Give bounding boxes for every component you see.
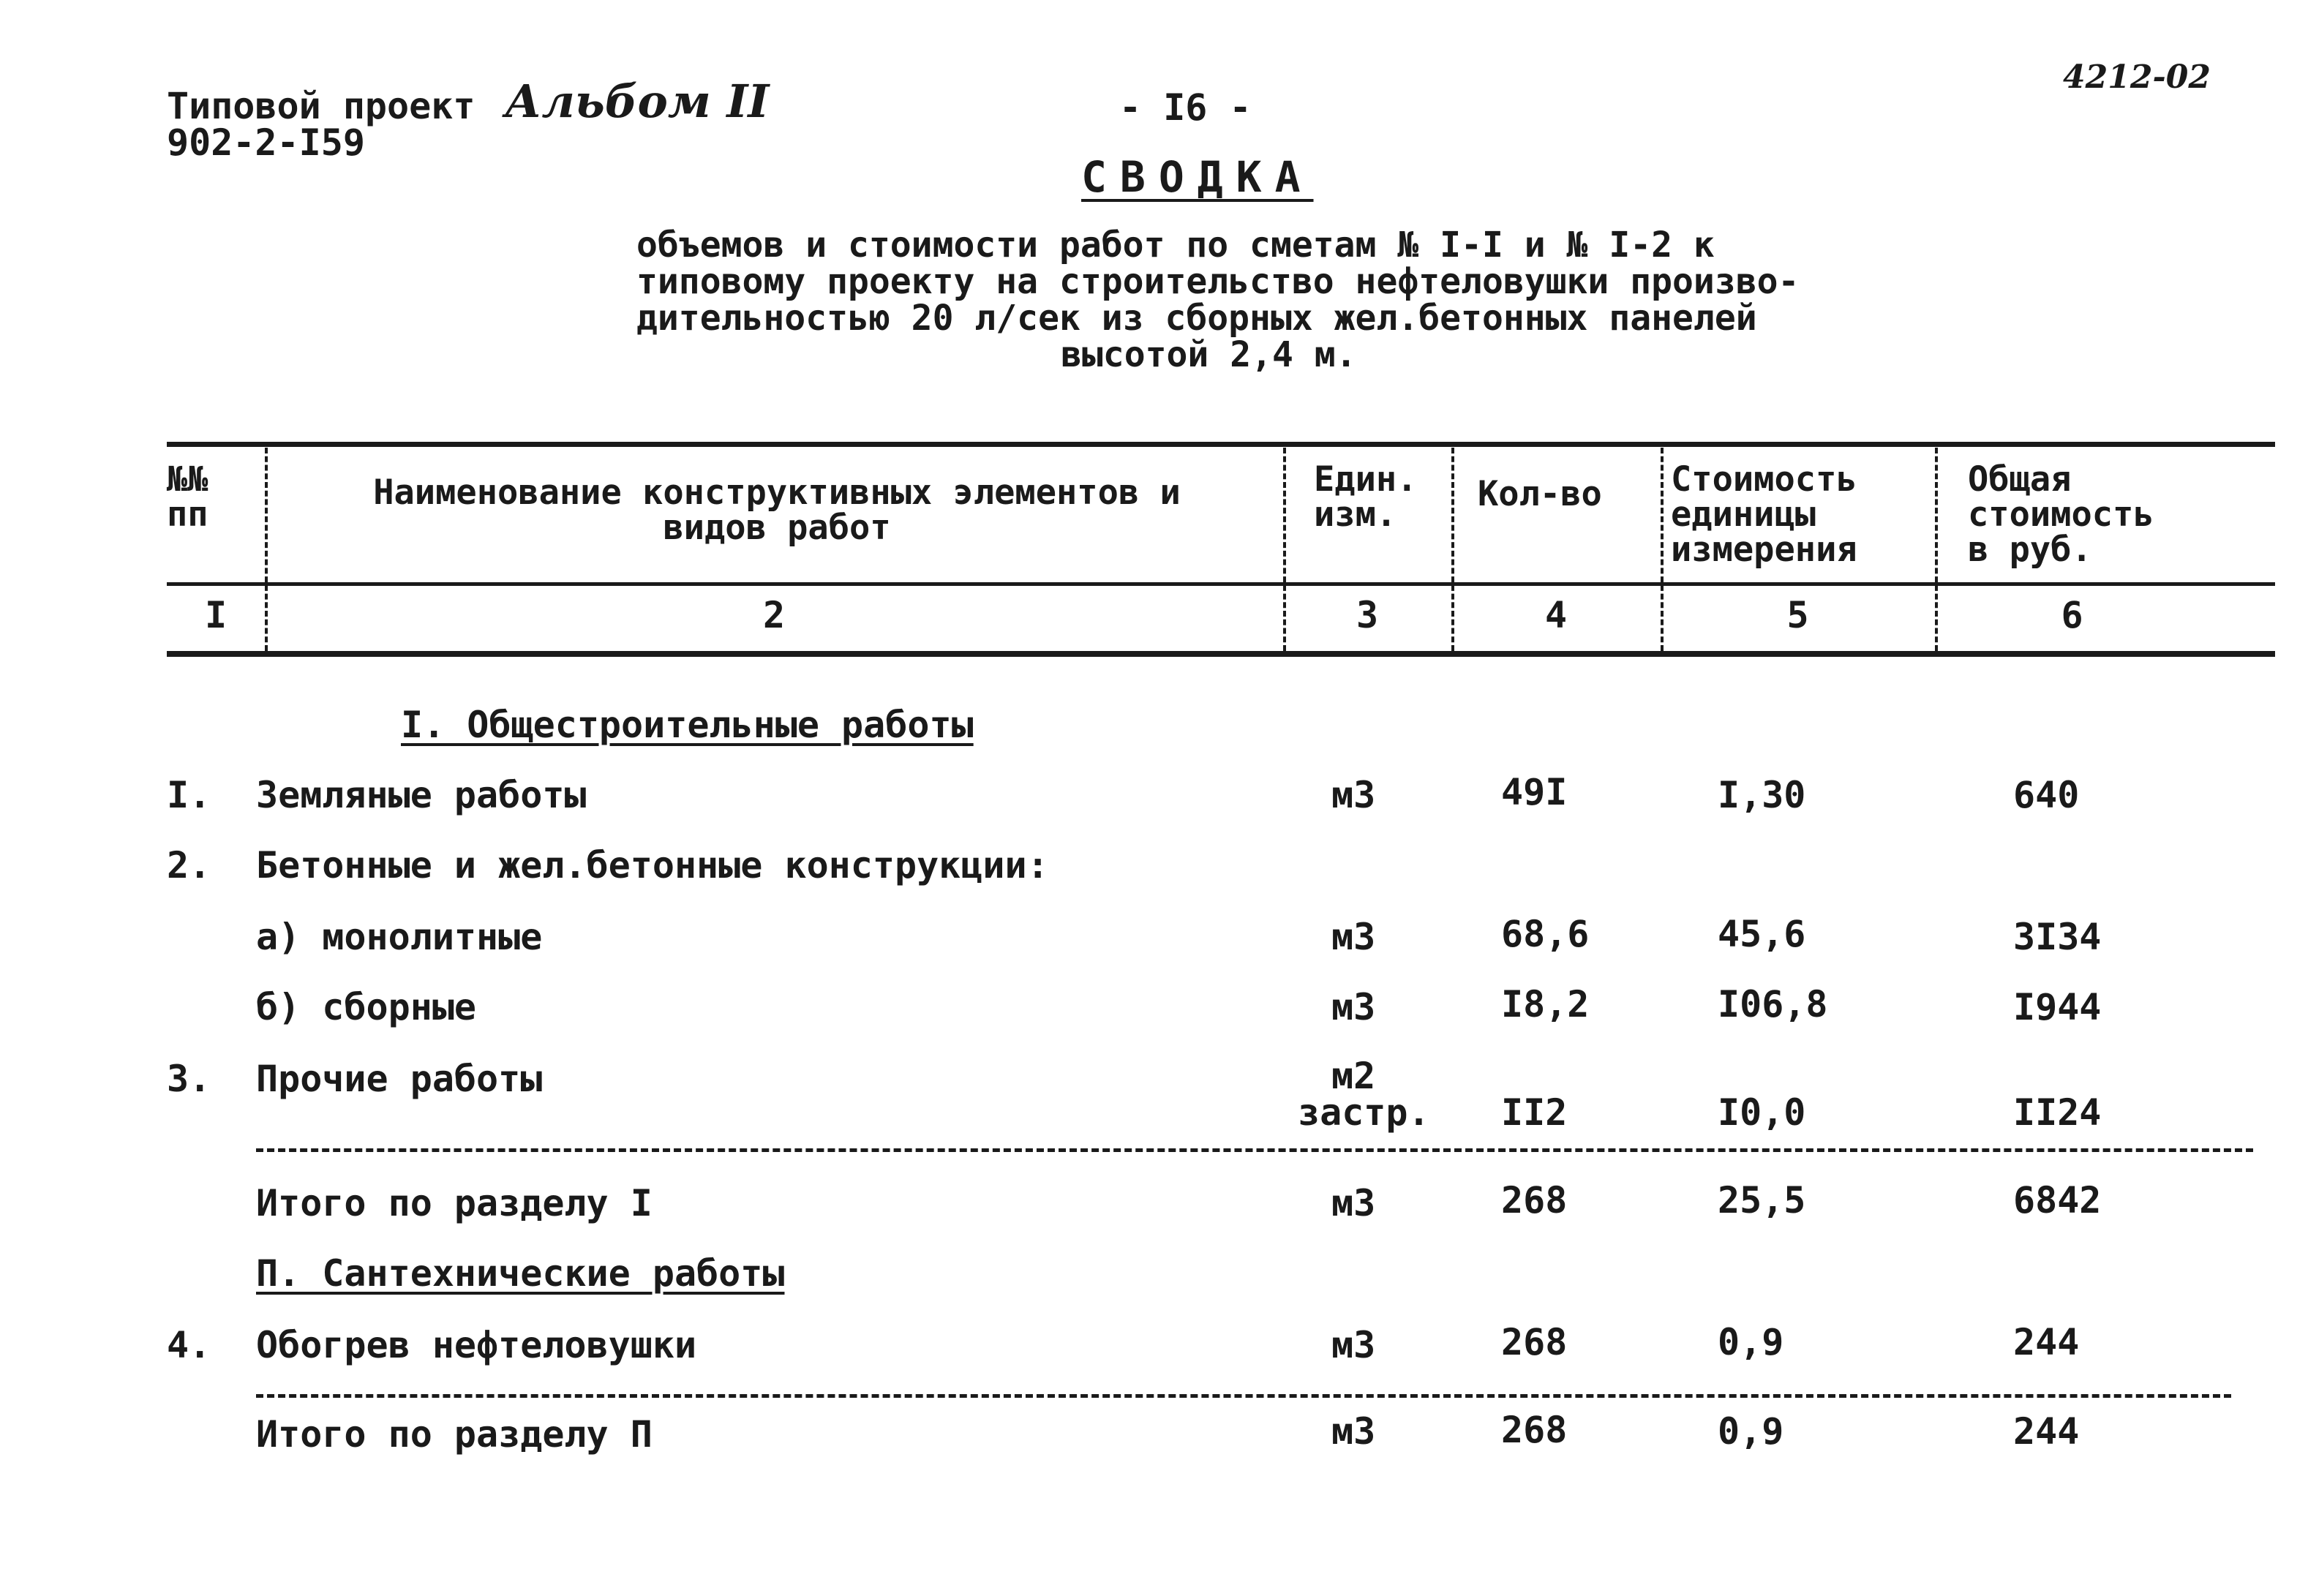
row-unit-line-1: м2 — [1331, 1055, 1376, 1097]
subtotal-2-unit-cost: 0,9 — [1718, 1410, 1784, 1453]
row-name: б) сборные — [256, 986, 477, 1028]
table-numbers-rule — [167, 651, 2275, 657]
row-total: 244 — [2013, 1321, 2080, 1363]
subtotal-1-qty: 268 — [1501, 1179, 1568, 1222]
header-total-line-3: в руб. — [1968, 530, 2092, 570]
colnum-5: 5 — [1786, 594, 1809, 636]
row-name: Бетонные и жел.бетонные конструкции: — [256, 844, 1049, 887]
subtotal-separator-2 — [256, 1394, 2231, 1398]
row-unit-cost: I0,0 — [1718, 1091, 1806, 1134]
subtitle-line-3: дительностью 20 л/сек из сборных жел.бетонных панелей — [636, 298, 1757, 339]
section-2-title: П. Сантехнические работы — [256, 1252, 785, 1295]
project-label: Типовой проект — [167, 85, 475, 127]
row-unit-cost: I,30 — [1718, 774, 1806, 816]
subtotal-2-qty: 268 — [1501, 1409, 1568, 1451]
colnum-2: 2 — [762, 594, 786, 636]
header-unit-cost — [1671, 459, 1857, 570]
header-name-line-2: видов работ — [663, 508, 891, 548]
page-number: - I6 - — [1119, 86, 1252, 129]
row-total: 3I34 — [2013, 916, 2102, 958]
subtitle-line-1: объемов и стоимости работ по сметам № I-I и № I-2 к — [636, 225, 1715, 266]
row-num: 2. — [167, 844, 211, 887]
header-unit-cost-line-3: измерения — [1671, 530, 1857, 570]
header-name — [338, 475, 1216, 546]
header-unit-cost-line-2: единицы — [1671, 494, 1816, 535]
header-total-line-2: стоимость — [1968, 494, 2154, 535]
section-1-title: I. Общестроительные работы — [401, 704, 974, 746]
header-total-line-1: Общая — [1968, 459, 2072, 500]
header-num-line-1: №№ — [167, 459, 208, 500]
header-qty — [1478, 474, 1602, 514]
row-num: 3. — [167, 1058, 211, 1100]
header-num — [167, 459, 208, 535]
subtotal-1-name: Итого по разделу I — [256, 1182, 653, 1224]
header-name-line-1: Наименование конструктивных элементов и — [373, 473, 1181, 513]
subtotal-separator-1 — [256, 1148, 2253, 1152]
row-qty: II2 — [1501, 1091, 1568, 1134]
row-unit: м3 — [1331, 916, 1376, 958]
header-num-line-2: пп — [167, 494, 208, 535]
row-name: Земляные работы — [256, 774, 587, 816]
header-unit — [1314, 459, 1418, 535]
row-num: 4. — [167, 1324, 211, 1366]
header-unit-cost-line-1: Стоимость — [1671, 459, 1857, 500]
subtitle-line-2: типовому проекту на строительство нефтеловушки произво- — [636, 261, 1800, 302]
subtotal-2-total: 244 — [2013, 1410, 2080, 1453]
table-top-rule — [167, 442, 2275, 447]
row-unit-cost: 45,6 — [1718, 913, 1806, 955]
colnum-4: 4 — [1544, 594, 1568, 636]
row-qty: 268 — [1501, 1321, 1568, 1363]
row-qty: 68,6 — [1501, 913, 1590, 955]
album-handwritten: Альбом II — [505, 75, 770, 128]
subtotal-2-unit: м3 — [1331, 1410, 1376, 1453]
row-num: I. — [167, 774, 211, 816]
document-code: 4212-02 — [2063, 59, 2211, 96]
subtotal-1-unit: м3 — [1331, 1182, 1376, 1224]
row-qty: I8,2 — [1501, 983, 1590, 1025]
table-header-rule — [167, 582, 2275, 586]
subtotal-1-unit-cost: 25,5 — [1718, 1179, 1806, 1222]
row-unit-cost: 0,9 — [1718, 1321, 1784, 1363]
colnum-1: I — [204, 594, 228, 636]
row-unit-cost: I06,8 — [1718, 983, 1828, 1025]
row-unit: м3 — [1331, 774, 1376, 816]
document-title: СВОДКА — [1081, 152, 1314, 202]
row-total: I944 — [2013, 986, 2102, 1028]
row-name: Прочие работы — [256, 1058, 543, 1100]
header-unit-line-2: изм. — [1314, 494, 1397, 535]
header-qty-line-1: Кол-во — [1478, 474, 1602, 514]
subtotal-1-total: 6842 — [2013, 1179, 2102, 1222]
project-number: 902-2-I59 — [167, 121, 365, 164]
row-unit-line-2: застр. — [1298, 1091, 1430, 1134]
row-name: а) монолитные — [256, 916, 543, 958]
row-name: Обогрев нефтеловушки — [256, 1324, 697, 1366]
header-total — [1968, 459, 2154, 570]
row-unit: м3 — [1331, 1324, 1376, 1366]
subtitle-line-4: высотой 2,4 м. — [1061, 334, 1357, 375]
subtotal-2-name: Итого по разделу П — [256, 1413, 653, 1456]
row-qty: 49I — [1501, 771, 1568, 813]
row-unit: м3 — [1331, 986, 1376, 1028]
row-total: 640 — [2013, 774, 2080, 816]
colnum-6: 6 — [2061, 594, 2083, 636]
colnum-3: 3 — [1356, 594, 1379, 636]
row-total: II24 — [2013, 1091, 2102, 1134]
header-unit-line-1: Един. — [1314, 459, 1418, 500]
